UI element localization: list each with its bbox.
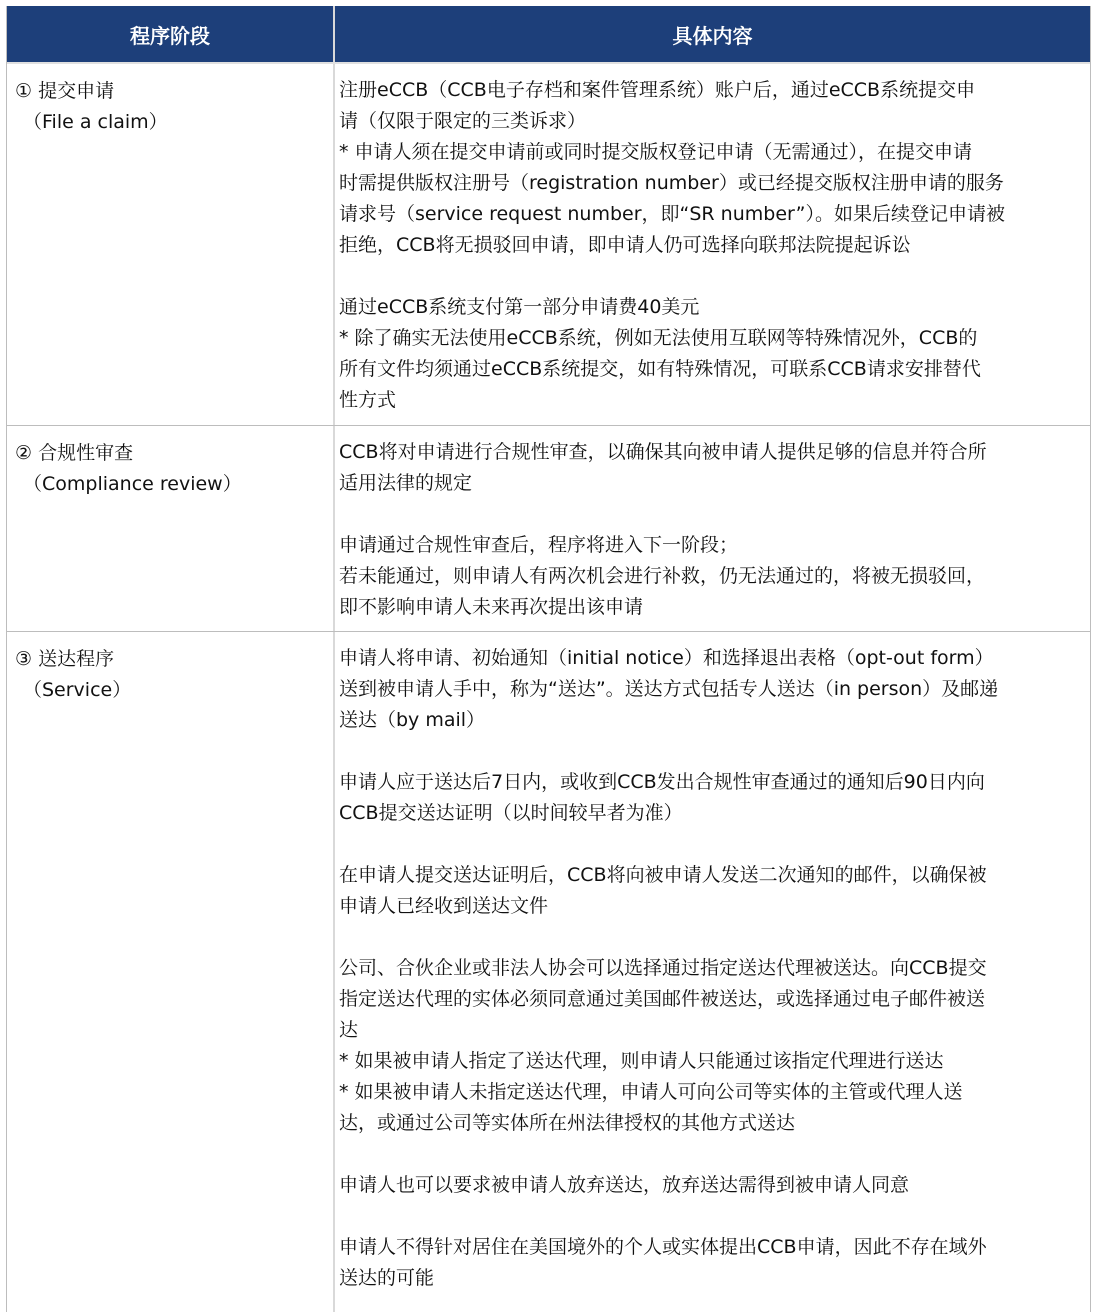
table-row bbox=[7, 64, 1090, 426]
table-row bbox=[7, 632, 1090, 1312]
content-paragraph: 通过eCCB系统支付第一部分申请费40美元 * 除了确实无法使用eCCB系统，例如无法使用互联网等特殊情况外，CCB的 所有文件均须通过eCCB系统提交，如有特殊情况，可联系CCB请求安排替代 性方式 bbox=[339, 296, 981, 411]
stage-subtitle: （Service） bbox=[23, 679, 132, 701]
procedure-table bbox=[6, 6, 1091, 1312]
header-stage: 程序阶段 bbox=[7, 6, 335, 62]
content-paragraph: 申请人不得针对居住在美国境外的个人或实体提出CCB申请，因此不存在域外 送达的可能 bbox=[339, 1236, 987, 1289]
stage-cell bbox=[7, 632, 335, 1312]
stage-cell bbox=[7, 426, 335, 631]
stage-subtitle: （File a claim） bbox=[23, 111, 168, 133]
header-content: 具体内容 bbox=[672, 23, 753, 48]
content-paragraph: 申请人也可以要求被申请人放弃送达，放弃送达需得到被申请人同意 bbox=[339, 1174, 910, 1196]
stage-cell bbox=[7, 64, 335, 425]
content-paragraph: 申请人应于送达后7日内，或收到CCB发出合规性审查通过的通知后90日内向 CCB提交送达证明（以时间较早者为准） bbox=[339, 771, 985, 824]
content-paragraph: 申请通过合规性审查后，程序将进入下一阶段； 若未能通过，则申请人有两次机会进行补救，仍无法通过的，将被无损驳回， 即不影响申请人未来再次提出该申请 bbox=[339, 534, 986, 618]
content-cell bbox=[335, 64, 1090, 425]
stage-title: ③ 送达程序 bbox=[15, 648, 115, 670]
content-paragraph: 申请人将申请、初始通知（initial notice）和选择退出表格（opt-out form） 送到被申请人手中，称为“送达”。送达方式包括专人送达（in person）及邮递 送达（by mail） bbox=[339, 647, 999, 731]
stage-title: ② 合规性审查 bbox=[15, 442, 134, 464]
content-cell bbox=[335, 426, 1090, 631]
content-paragraph: 注册eCCB（CCB电子存档和案件管理系统）账户后，通过eCCB系统提交申 请（仅限于限定的三类诉求） * 申请人须在提交申请前或同时提交版权登记申请（无需通过），在提交申请 时需提供版权注册号（registration number）或已经提交版权注册申请的服务 请求号（service request number，即“SR number”）。如果后续登记申请被 拒绝，CCB将无损驳回申请，即申请人仍可选择向联邦法院提起诉讼 bbox=[339, 79, 1005, 256]
stage-subtitle: （Compliance review） bbox=[23, 473, 242, 495]
stage-title: ① 提交申请 bbox=[15, 80, 115, 102]
content-cell bbox=[335, 632, 1090, 1312]
content-paragraph: CCB将对申请进行合规性审查，以确保其向被申请人提供足够的信息并符合所 适用法律的规定 bbox=[339, 441, 987, 494]
content-paragraph: 公司、合伙企业或非法人协会可以选择通过指定送达代理被送达。向CCB提交 指定送达代理的实体必须同意通过美国邮件被送达，或选择通过电子邮件被送 达 * 如果被申请人指定了送达代理，则申请人只能通过该指定代理进行送达 * 如果被申请人未指定送达代理，申请人可向公司等实体的主管或代理人送 达，或通过公司等实体所在州法律授权的其他方式送达 bbox=[339, 957, 987, 1134]
table-row bbox=[7, 426, 1090, 632]
table-header bbox=[7, 6, 1090, 64]
content-paragraph: 在申请人提交送达证明后，CCB将向被申请人发送二次通知的邮件，以确保被 申请人已经收到送达文件 bbox=[339, 864, 987, 917]
